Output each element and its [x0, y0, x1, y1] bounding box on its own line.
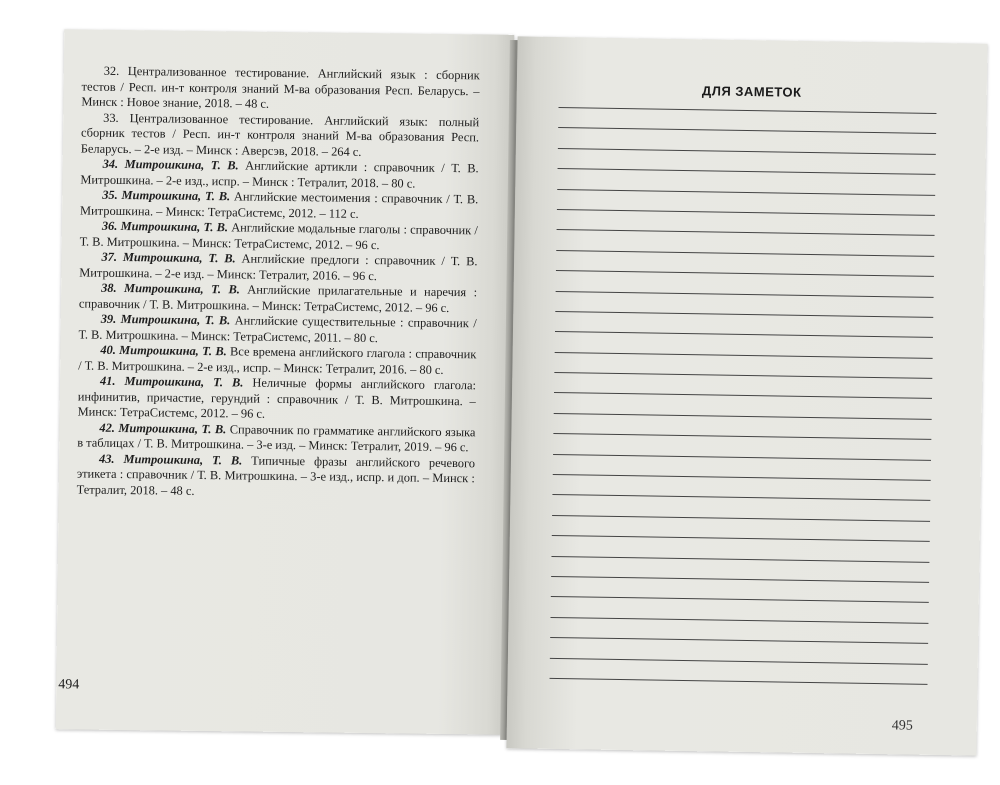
note-line — [554, 372, 932, 379]
note-line — [556, 290, 934, 297]
note-line — [555, 352, 933, 359]
entry-text: Английские артикли : справочник / Т. В. Митрошкина. – 2-е изд., испр. – Минск : Тетралит, 2018. – 80 с. — [80, 158, 479, 191]
note-line — [551, 556, 929, 563]
note-line — [550, 678, 928, 685]
entry-text: Неличные формы английского глагола: инфинитив, причастие, герундий : справочник / Т. В. Митрошкина. – Минск: ТетраСистемс, 2012. – 96 с. — [77, 375, 477, 421]
note-line — [551, 576, 929, 583]
note-line — [559, 107, 937, 114]
note-line — [552, 494, 930, 501]
bibliography-entry — [78, 373, 477, 424]
note-line — [556, 270, 934, 277]
bibliography-entry — [79, 280, 477, 316]
entry-text: Все времена английского глагола : справочник / Т. В. Митрошкина. – 2-е изд., испр. – Минск: Тетралит, 2016. – 80 с. — [78, 344, 477, 377]
note-line — [551, 596, 929, 603]
entry-text: Справочник по грамматике английского языка в таблицах / Т. В. Митрошкина. – 3-е изд. – Минск: Тетралит, 2019. – 96 с. — [77, 421, 476, 455]
note-line — [552, 515, 930, 522]
bibliography-list — [77, 63, 480, 502]
right-page — [506, 36, 987, 755]
notes-title: ДЛЯ ЗАМЕТОК — [701, 83, 802, 100]
note-line — [556, 250, 934, 257]
bibliography-entry — [81, 63, 480, 114]
entry-author: 41. Митрошкина, Т. В. — [99, 373, 244, 390]
entry-text: 32. Централизованное тестирование. Английский язык : сборник тестов / Респ. ин-т контроля знаний М-ва образования Респ. Беларусь. – Минск : Новое знание, 2018. – 48 с. — [81, 63, 480, 111]
bibliography-entry — [78, 342, 476, 378]
entry-text: Английские модальные глаголы : справочник / Т. В. Митрошкина. – Минск: ТетраСистемс, 2012. – 96 с. — [79, 220, 478, 252]
note-line — [553, 433, 931, 440]
note-line — [554, 413, 932, 420]
entry-author: 40. Митрошкина, Т. В. — [100, 342, 227, 359]
entry-author: 42. Митрошкина, Т. В. — [99, 420, 227, 436]
bibliography-entry — [80, 187, 478, 223]
bibliography-entry — [77, 420, 475, 456]
note-line — [558, 148, 936, 155]
note-lines — [549, 107, 936, 704]
bibliography-entry — [78, 311, 476, 347]
note-line — [553, 474, 931, 481]
entry-text: 33. Централизованное тестирование. Английский язык: полный сборник тестов / Респ. ин-т контроля знаний М-ва образования Респ. Беларусь. – 2-е изд. – Минск : Аверсэв, 2018. – 264 с. — [80, 110, 480, 159]
bibliography-entry — [80, 156, 478, 192]
note-line — [557, 209, 935, 216]
entry-author: 38. Митрошкина, Т. В. — [101, 280, 240, 297]
note-line — [558, 127, 936, 134]
entry-author: 34. Митрошкина, Т. В. — [102, 156, 239, 173]
note-line — [557, 229, 935, 236]
entry-author: 36. Митрошкина, Т. В. — [101, 218, 229, 235]
entry-text: Английские местоимения : справочник / Т. В. Митрошкина. – Минск: ТетраСистемс, 2012. – 112 с. — [80, 189, 479, 221]
bibliography-entry — [79, 249, 477, 285]
entry-author: 43. Митрошкина, Т. В. — [98, 451, 243, 467]
note-line — [550, 617, 928, 624]
note-line — [553, 454, 931, 461]
entry-author: 37. Митрошкина, Т. В. — [101, 249, 236, 266]
note-line — [555, 311, 933, 318]
note-line — [550, 637, 928, 644]
bibliography-entry — [81, 110, 480, 161]
entry-text: Английские существительные : справочник / Т. В. Митрошкина. – Минск: ТетраСистемс, 2011. – 80 с. — [78, 313, 477, 345]
entry-text: Английские предлоги : справочник / Т. В. Митрошкина. – 2-е изд. – Минск: Тетралит, 2016. – 96 с. — [79, 251, 478, 283]
entry-author: 39. Митрошкина, Т. В. — [100, 311, 231, 328]
page-number-left: 494 — [58, 677, 80, 693]
note-line — [555, 331, 933, 338]
bibliography-entry — [80, 218, 478, 254]
entry-text: Английские прилагательные и наречия : справочник / Т. В. Митрошкина. – Минск: ТетраСистемс, 2012. – 96 с. — [78, 282, 478, 315]
left-page — [56, 29, 515, 734]
note-line — [557, 189, 935, 196]
page-number-right: 495 — [891, 718, 913, 734]
bibliography-entry — [77, 451, 476, 502]
entry-author: 35. Митрошкина, Т. В. — [102, 187, 231, 204]
note-line — [554, 392, 932, 399]
entry-text: Типичные фразы английского речевого этикета : справочник / Т. В. Митрошкина. – 3-е изд., испр. и доп. – Минск : Тетралит, 2018. – 48 с. — [76, 452, 476, 498]
note-line — [550, 657, 928, 664]
note-line — [552, 535, 930, 542]
note-line — [558, 168, 936, 175]
